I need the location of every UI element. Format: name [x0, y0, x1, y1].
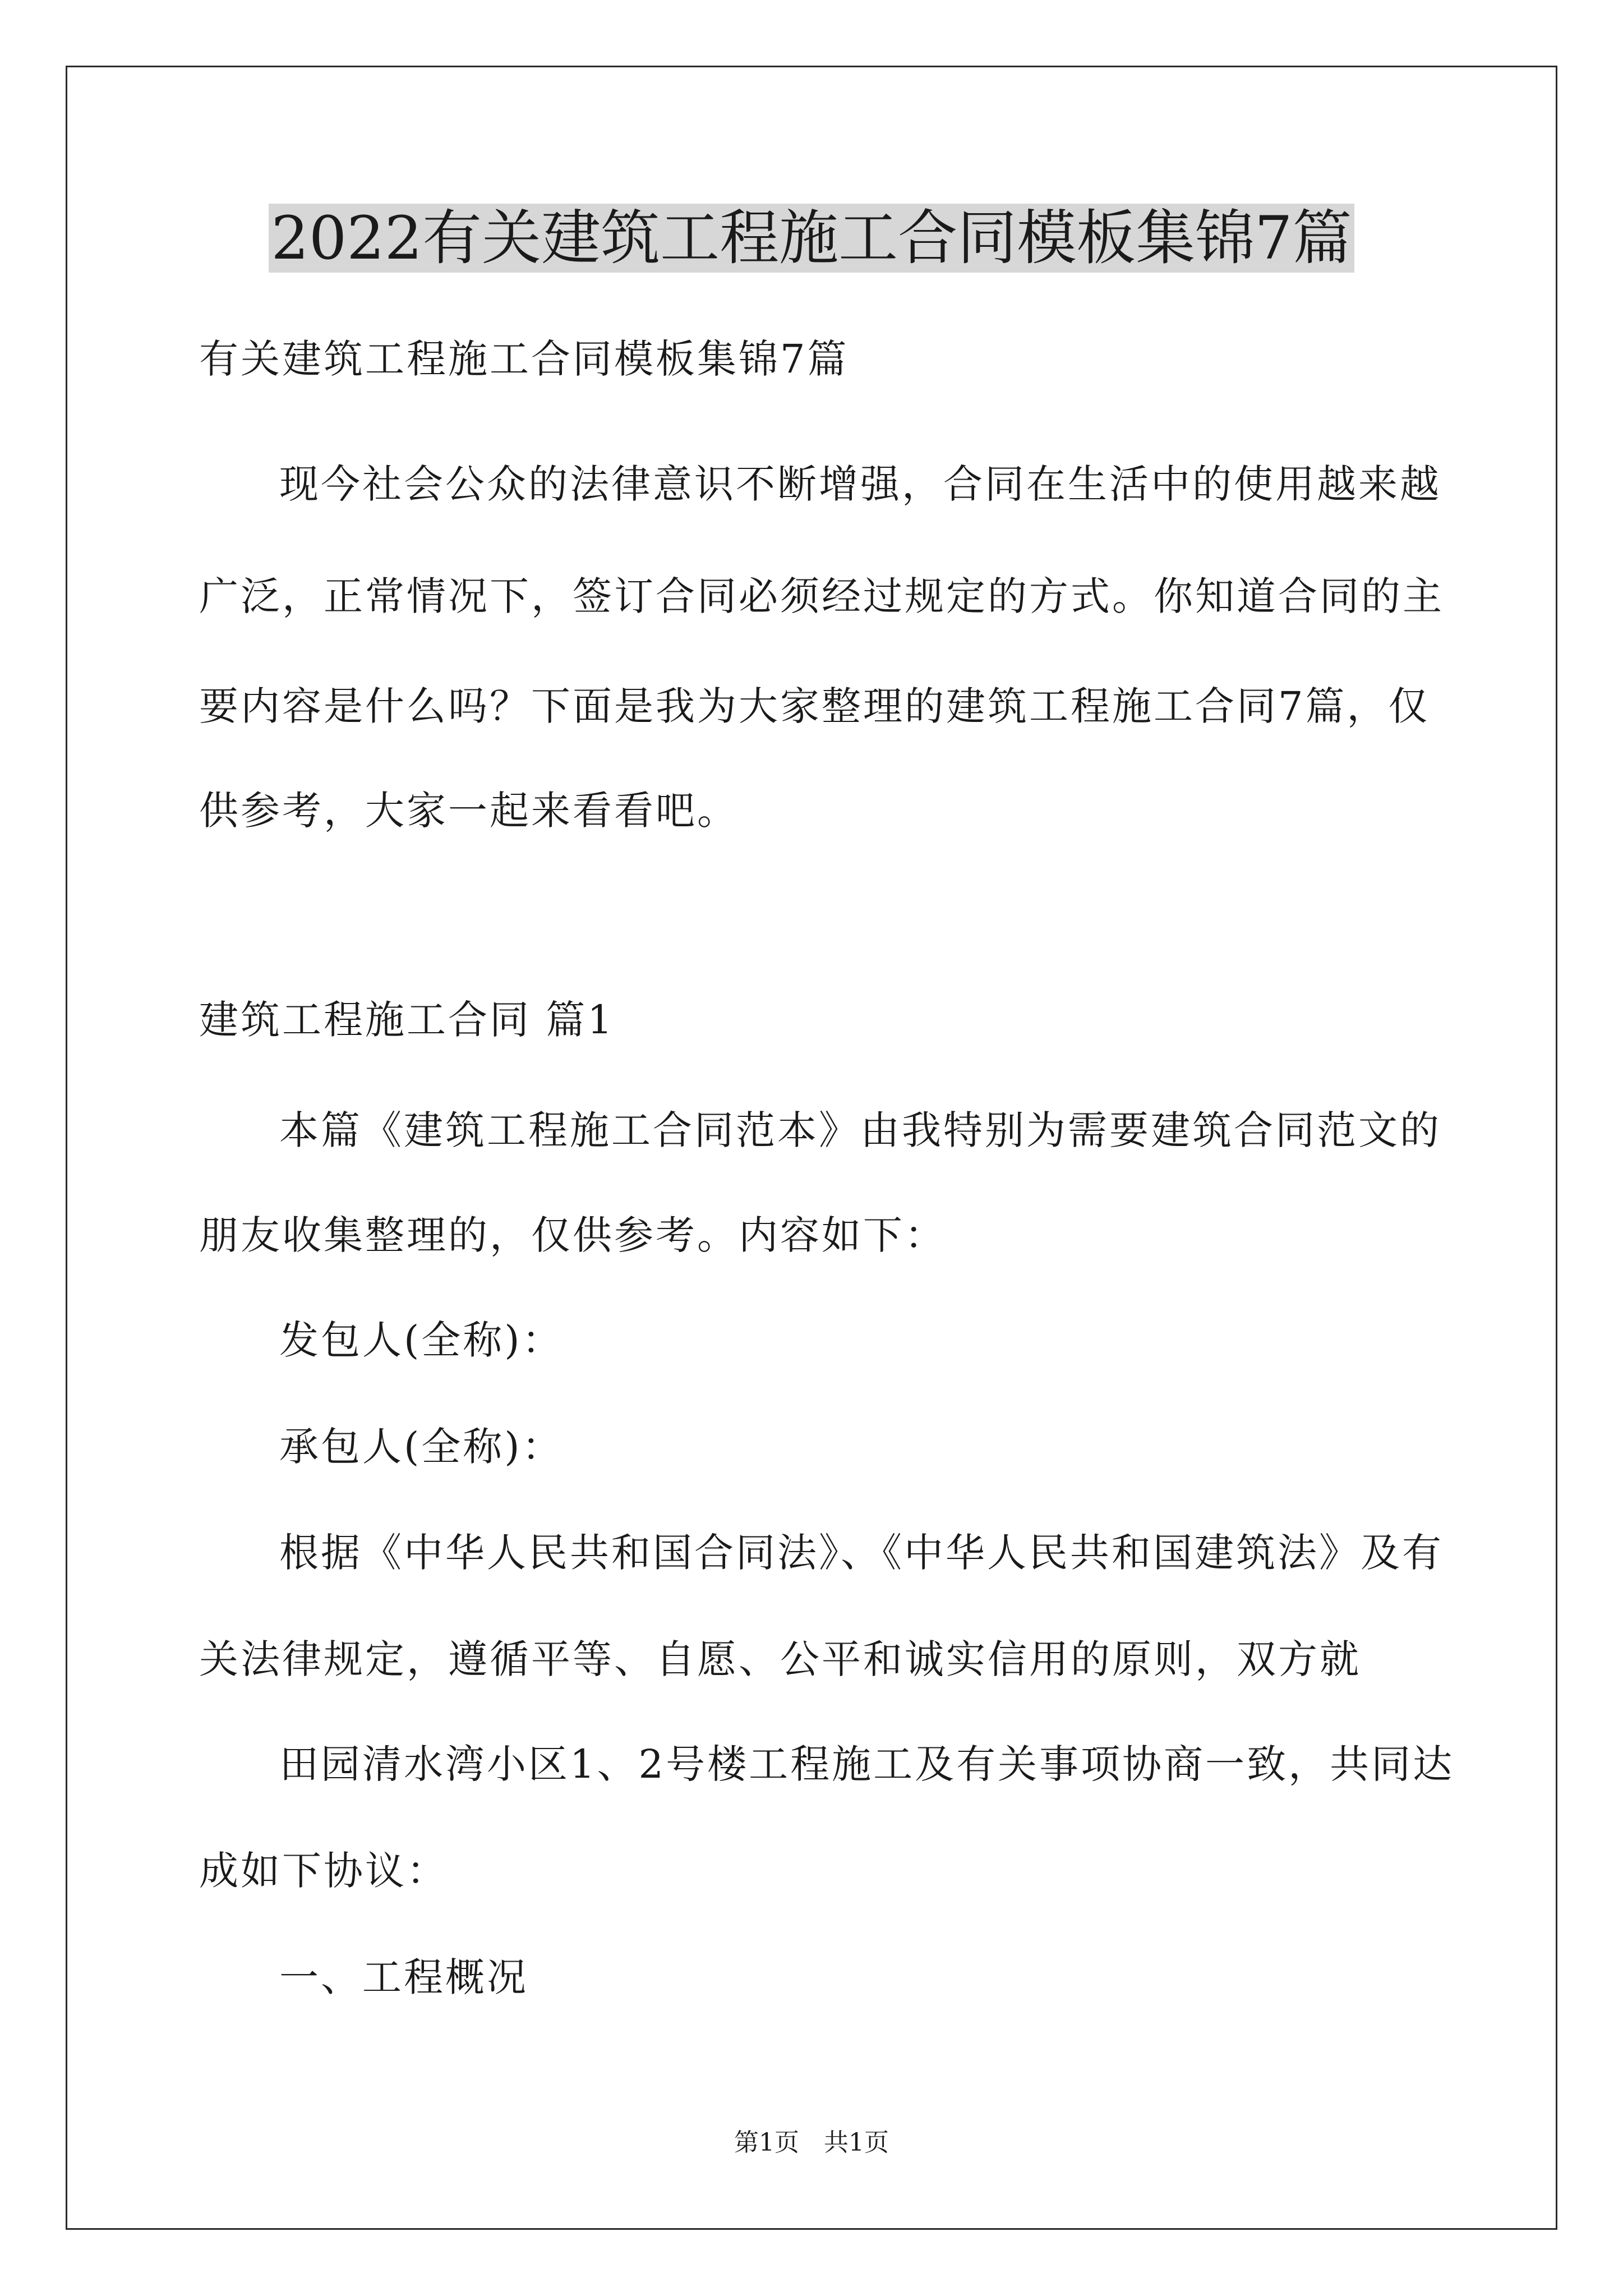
paragraph-line: 承包人(全称)： [279, 1424, 564, 1470]
paragraph-line: 田园清水湾小区1、2号楼工程施工及有关事项协商一致，共同达 [279, 1741, 1455, 1787]
paragraph-line: 本篇《建筑工程施工合同范本》由我特别为需要建筑合同范文的 [279, 1107, 1441, 1153]
document-title [0, 196, 1623, 280]
paragraph-line: 发包人(全称)： [279, 1317, 564, 1363]
paragraph-line: 成如下协议： [199, 1848, 448, 1894]
paragraph-line: 一、工程概况 [279, 1954, 528, 2000]
document-title-text: 2022有关建筑工程施工合同模板集锦7篇 [269, 204, 1354, 273]
section-heading: 建筑工程施工合同 篇1 [199, 997, 615, 1043]
paragraph-line: 现今社会公众的法律意识不断增强，合同在生活中的使用越来越 [279, 461, 1441, 507]
paragraph-line: 朋友收集整理的，仅供参考。内容如下： [199, 1212, 946, 1258]
paragraph-line: 广泛，正常情况下，签订合同必须经过规定的方式。你知道合同的主 [199, 573, 1444, 619]
paragraph-line: 供参考，大家一起来看看吧。 [199, 788, 739, 834]
subtitle-line: 有关建筑工程施工合同模板集锦7篇 [199, 336, 849, 382]
paragraph-line: 关法律规定，遵循平等、自愿、公平和诚实信用的原则，双方就 [199, 1636, 1361, 1682]
paragraph-line: 要内容是什么吗？下面是我为大家整理的建筑工程施工合同7篇，仅 [199, 683, 1430, 729]
page-footer: 第1页 共1页 [734, 2128, 889, 2157]
paragraph-line: 根据《中华人民共和国合同法》、《中华人民共和国建筑法》及有 [279, 1530, 1444, 1576]
